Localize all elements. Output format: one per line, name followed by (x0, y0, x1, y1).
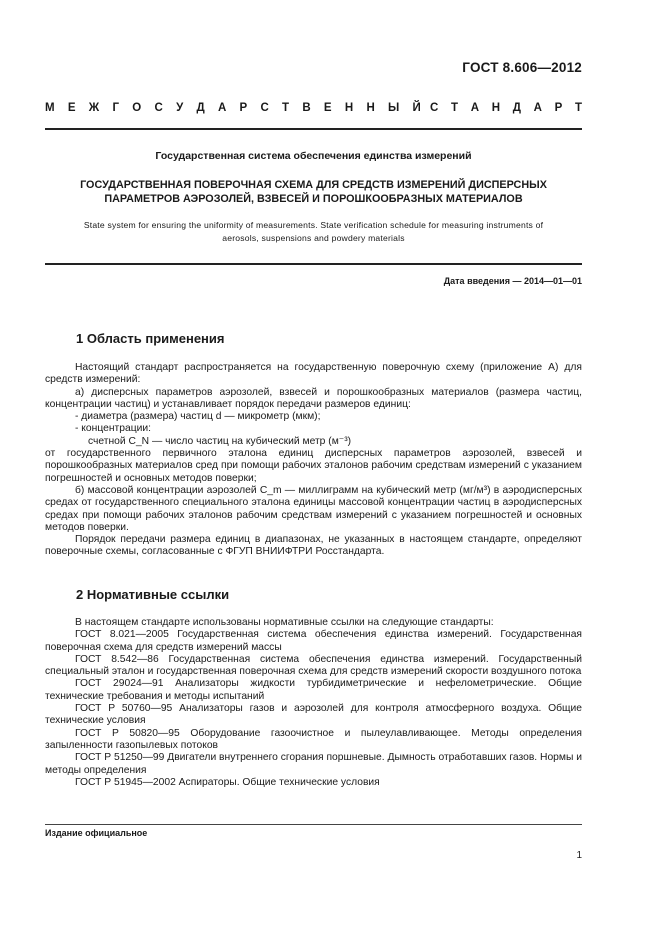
reference-item: ГОСТ 8.021—2005 Государственная система обеспечения единства измерений. Государственная поверочная схема для средств измерений массы (45, 629, 582, 653)
english-title-line: aerosols, suspensions and powdery materials (222, 233, 405, 243)
reference-item: ГОСТ Р 50760—95 Анализаторы газов и аэрозолей для контроля атмосферного воздуха. Общие технические условия (45, 703, 582, 727)
english-title-line: State system for ensuring the uniformity of measurements. State verification schedule for measuring instruments of (83, 220, 544, 230)
paragraph: - диаметра (размера) частиц d — микрометр (мкм); (75, 411, 321, 423)
paragraph: а) дисперсных параметров аэрозолей, взвесей и порошкообразных материалов (размера частиц, концентрации частиц) и устанавливает порядок передачи размеров единиц: (45, 386, 582, 410)
top-rule (45, 128, 582, 130)
paragraph: от государственного первичного эталона единиц дисперсных параметров аэрозолей, взвесей и порошкообразных материалов сред при помощи рабочих эталонов рабочим средствам измерений с указанием погрешностей и основных методов поверки; (45, 448, 582, 484)
banner-letter: О (132, 102, 142, 114)
banner-letter: А (470, 102, 480, 114)
banner-letter: Р (239, 102, 248, 114)
banner-letter: Т (574, 102, 582, 114)
reference-item: ГОСТ Р 51945—2002 Аспираторы. Общие технические условия (75, 776, 380, 788)
banner-letter: Р (554, 102, 563, 114)
banner-letter: Е (323, 102, 332, 114)
banner-letter: Г (112, 102, 119, 114)
banner-letter: С (154, 102, 163, 114)
banner-letter: Ы (388, 102, 400, 114)
section-1-body (45, 362, 582, 559)
paragraph: В настоящем стандарте использованы нормативные ссылки на следующие стандарты: (75, 617, 494, 628)
banner-letter: Д (196, 102, 205, 114)
main-title-line: ПАРАМЕТРОВ АЭРОЗОЛЕЙ, ВЗВЕСЕЙ И ПОРОШКООБРАЗНЫХ МАТЕРИАЛОВ (104, 193, 523, 205)
banner-letter: М (45, 102, 55, 114)
paragraph: б) массовой концентрации аэрозолей C_m — миллиграмм на кубический метр (мг/м³) в аэродисперсных средах от государственного специального эталона единицы массовой концентрации частиц в аэродисперсных средах при помощи рабочих эталонов рабочим средствам измерений с указанием погрешностей и основных методов поверки. (45, 484, 582, 533)
banner-letter: Т (451, 102, 459, 114)
banner-letter: Н (344, 102, 354, 114)
banner-letter: С (430, 102, 439, 114)
paragraph: счетной C_N — число частиц на кубический метр (м⁻³) (88, 435, 352, 447)
banner-letter: С (260, 102, 269, 114)
introduction-date: Дата введения — 2014—01—01 (443, 276, 582, 286)
page-number: 1 (576, 850, 582, 861)
interstate-standard-banner (45, 102, 582, 114)
middle-rule (45, 263, 582, 265)
banner-letter: А (533, 102, 542, 114)
banner-letter: А (217, 102, 227, 114)
document-code: ГОСТ 8.606—2012 (462, 60, 582, 75)
main-title-line: ГОСУДАРСТВЕННАЯ ПОВЕРОЧНАЯ СХЕМА ДЛЯ СРЕДСТВ ИЗМЕРЕНИЙ ДИСПЕРСНЫХ (80, 179, 547, 191)
standard-word (430, 102, 582, 114)
reference-item: ГОСТ Р 51250—99 Двигатели внутреннего сгорания поршневые. Дымность отработавших газов. Нормы и методы определения (45, 752, 582, 776)
banner-letter: Н (491, 102, 501, 114)
section-1-heading: 1 Область применения (76, 331, 225, 346)
section-2-heading: 2 Нормативные ссылки (76, 587, 230, 602)
banner-letter: У (176, 102, 184, 114)
banner-letter: Й (412, 102, 421, 114)
reference-item: ГОСТ Р 50820—95 Оборудование газоочистное и пылеулавливающее. Методы определения запыленности газопылевых потоков (45, 727, 582, 751)
main-title (45, 178, 582, 206)
banner-letter: Е (67, 102, 76, 114)
section-2-body (45, 617, 582, 789)
banner-letter: Н (366, 102, 375, 114)
reference-item: ГОСТ 8.542—86 Государственная система обеспечения единства измерений. Государственный специальный эталон и государственная поверочная схема для средств измерений скорости воздушного потока (45, 653, 582, 678)
banner-letter: Д (512, 102, 521, 114)
system-title: Государственная система обеспечения единства измерений (155, 150, 472, 162)
banner-letter: Ж (88, 102, 100, 114)
reference-item: ГОСТ 29024—91 Анализаторы жидкости турбидиметрические и нефелометрические. Общие технические требования и методы испытаний (45, 678, 582, 702)
banner-letter: Т (282, 102, 290, 114)
edition-label: Издание официальное (45, 828, 148, 838)
interstate-word (45, 102, 421, 114)
paragraph: - концентрации: (75, 423, 151, 435)
english-title (45, 219, 582, 245)
paragraph: Порядок передачи размера единиц в диапазонах, не указанных в настоящем стандарте, определяют поверочные схемы, согласованные с ФГУП ВНИИФТРИ Росстандарта. (45, 534, 582, 558)
paragraph: Настоящий стандарт распространяется на государственную поверочную схему (приложение А) для средств измерений: (45, 362, 582, 386)
footer-rule (45, 824, 582, 825)
banner-letter: В (302, 102, 311, 114)
